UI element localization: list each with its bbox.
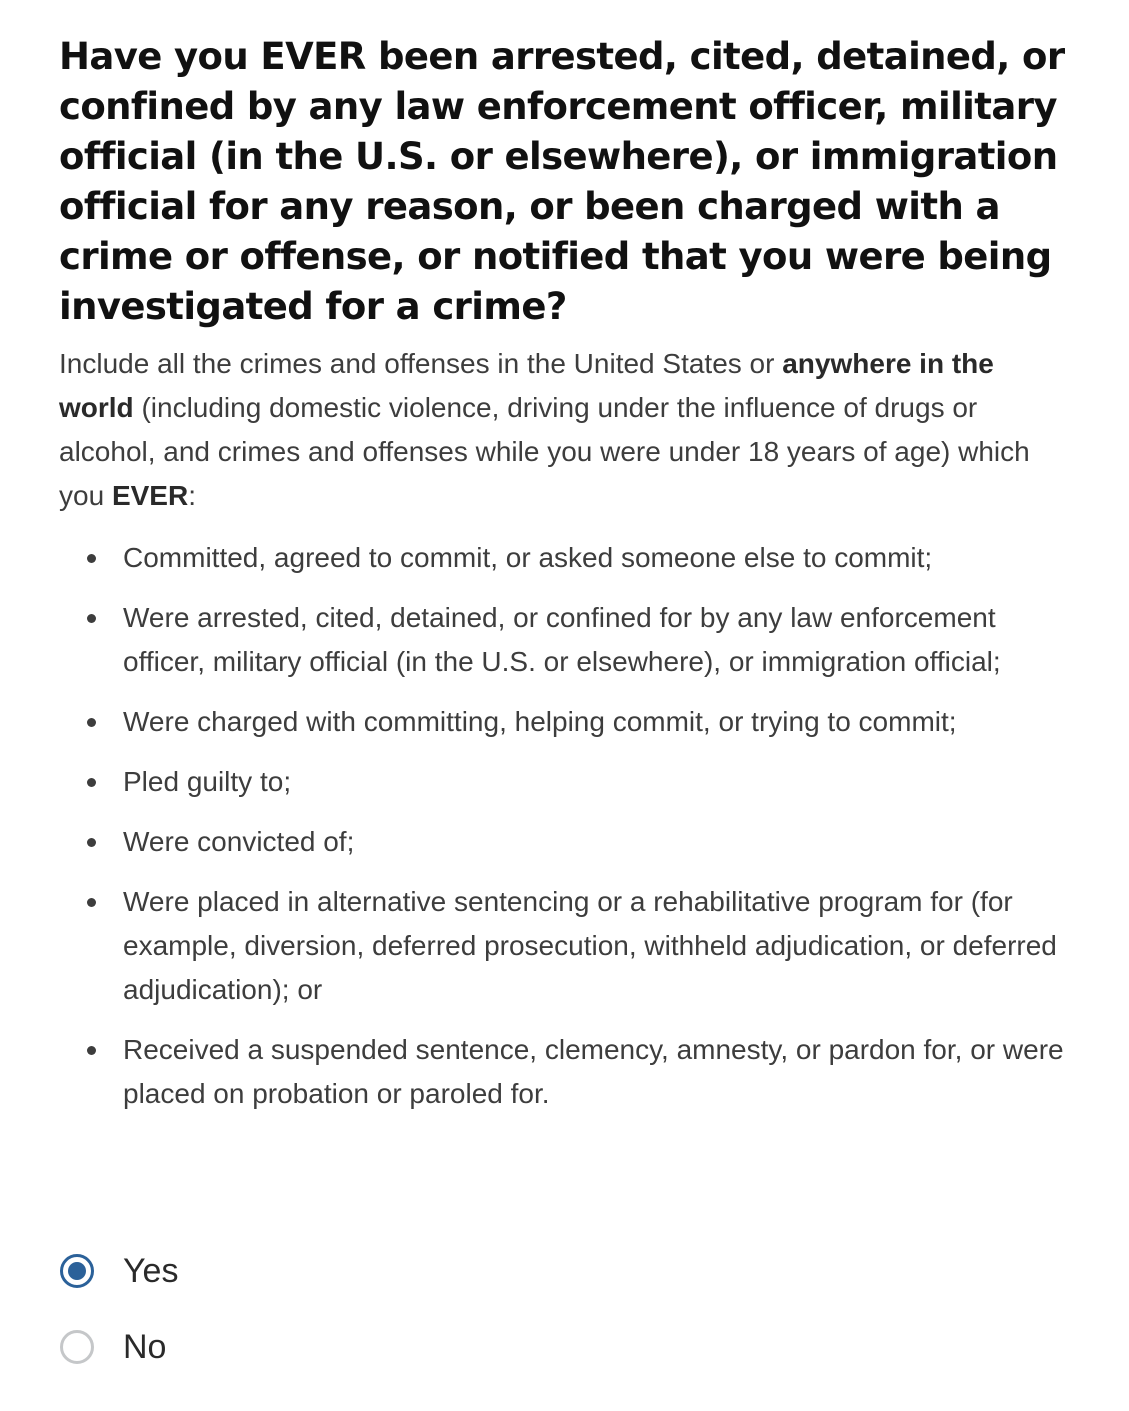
list-item-text: Received a suspended sentence, clemency, amnesty, or pardon for, or were placed on probation or paroled for. [123, 1034, 1064, 1109]
radio-option-yes[interactable] [60, 1245, 178, 1297]
question-instructions [59, 342, 1069, 518]
list-item [59, 700, 1069, 744]
list-item-text: Were convicted of; [123, 826, 355, 857]
bullet-icon [87, 554, 96, 563]
bullet-icon [87, 838, 96, 847]
instructions-text-3: : [188, 480, 196, 511]
radio-option-no[interactable] [60, 1321, 178, 1373]
list-item-text: Were charged with committing, helping commit, or trying to commit; [123, 706, 957, 737]
bullet-icon [87, 1046, 96, 1055]
radio-label-no[interactable]: No [123, 1327, 167, 1366]
list-item [59, 596, 1069, 684]
list-item-text: Committed, agreed to commit, or asked someone else to commit; [123, 542, 933, 573]
instructions-bold-2: EVER [111, 480, 189, 511]
question-title: Have you EVER been arrested, cited, detained, or confined by any law enforcement officer, military official (in the U.S. or elsewhere), or immigration official for any reason, or been charged with a crime or offense, or notified that you were being investigated for a crime? [59, 35, 1065, 328]
list-item [59, 536, 1069, 580]
list-item [59, 760, 1069, 804]
instructions-bold-1: anywhere in the world [59, 348, 994, 423]
list-item-text: Were placed in alternative sentencing or a rehabilitative program for (for example, diversion, deferred prosecution, withheld adjudication, or deferred adjudication); or [123, 886, 1057, 1005]
list-item [59, 820, 1069, 864]
bullet-icon [87, 898, 96, 907]
question-panel [59, 32, 1069, 1132]
instructions-text-2: (including domestic violence, driving under the influence of drugs or alcohol, and crimes and offenses while you were under 18 years of age) which you [59, 392, 1030, 511]
bullet-icon [87, 614, 96, 623]
list-item [59, 880, 1069, 1012]
radio-label-yes[interactable]: Yes [123, 1251, 179, 1290]
instructions-text-1: Include all the crimes and offenses in the United States or [59, 348, 783, 379]
list-item-text: Pled guilty to; [123, 766, 292, 797]
radio-checked-icon[interactable] [60, 1254, 94, 1288]
answer-radio-group [60, 1245, 178, 1397]
list-item [59, 1028, 1069, 1116]
radio-unchecked-icon[interactable] [60, 1330, 94, 1364]
list-item-text: Were arrested, cited, detained, or confined for by any law enforcement officer, military official (in the U.S. or elsewhere), or immigration official; [123, 602, 1001, 677]
bullet-icon [87, 778, 96, 787]
offense-list [59, 536, 1069, 1116]
bullet-icon [87, 718, 96, 727]
